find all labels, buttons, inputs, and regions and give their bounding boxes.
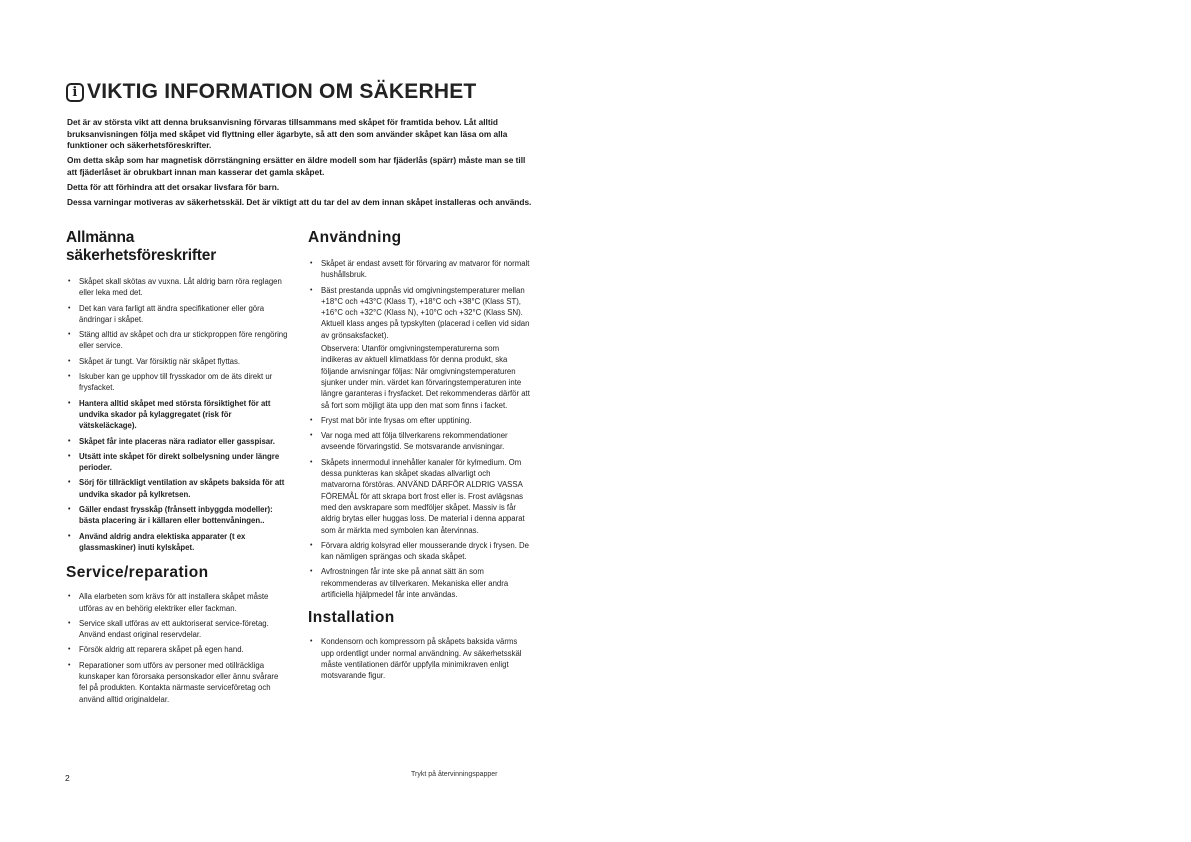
list-item: • Service skall utföras av ett auktoriserat service-företag. Använd endast original reservdelar.	[66, 618, 288, 641]
right-column	[308, 229, 530, 682]
intro-section	[67, 117, 537, 212]
info-icon: i	[66, 83, 84, 102]
page-title	[66, 80, 476, 104]
observation-note: Observera: Utanför omgivningstemperaturerna som indikeras av aktuell klimatklass för denna produkt, ska följande anvisningar följas: När omgivningstemperaturen sjunker under min. värdet kan förvaringstemperaturen inte längre garanteras i frysfacket. Det rekommenderas därför att så fort som möjligt äta upp den mat som finns i facket.	[321, 344, 530, 410]
list-item: • Det kan vara farligt att ändra specifikationer eller göra ändringar i skåpet.	[66, 303, 288, 326]
list-item-text: • Bäst prestanda uppnås vid omgivningstemperaturer mellan +18°C och +43°C (Klass T), +18°C och +38°C (Klass ST), +16°C och +32°C (Klass N), +10°C och +32°C (Klass SN). Aktuell klass anges på typskylten (placerad i cellen vid sidan av grönsaksfacket).	[321, 285, 530, 340]
general-safety-heading: Allmänna säkerhetsföreskrifter	[66, 229, 217, 264]
list-item: • Skåpet är endast avsett för förvaring av matvaror för normalt hushållsbruk.	[308, 258, 530, 281]
page-number: 2	[65, 773, 70, 783]
list-item	[308, 285, 530, 411]
list-item: • Förvara aldrig kolsyrad eller mousserande dryck i frysen. De kan nämligen sprängas och skada skåpet.	[308, 540, 530, 563]
list-item: • Reparationer som utförs av personer med otillräckliga kunskaper kan förorsaka personskador eller ännu svårare fel på produkten. Kontakta närmaste serviceföretag och använd alltid originaldelar.	[66, 660, 288, 705]
list-item: • Iskuber kan ge upphov till frysskador om de äts direkt ur frysfacket.	[66, 371, 288, 394]
list-item: • Använd aldrig andra elektiska apparater (t ex glassmaskiner) inuti kylskåpet.	[66, 531, 288, 554]
list-item: • Gäller endast frysskåp (frånsett inbyggda modeller): bästa placering är i källaren eller bottenvåningen..	[66, 504, 288, 527]
list-item: • Skåpet får inte placeras nära radiator eller gasspisar.	[66, 436, 288, 447]
intro-paragraph: Om detta skåp som har magnetisk dörrstängning ersätter en äldre modell som har fjäderlås (spärr) måste man se till att fjäderlåset är obrukbart innan man kasserar det gamla skåpet.	[67, 155, 526, 177]
intro-paragraph: Detta för att förhindra att det orsakar livsfara för barn.	[67, 181, 280, 192]
list-item: • Sörj för tillräckligt ventilation av skåpets baksida för att undvika skador på kylkretsen.	[66, 477, 288, 500]
intro-paragraph: Det är av största vikt att denna bruksanvisning förvaras tillsammans med skåpet för framtida behov. Låt alltid bruksanvisningen följa med skåpet vid flyttning eller ägarbyte, så att den som använder skåpet kan läsa om alla funktioner och säkerhetsföreskrifter.	[67, 117, 508, 151]
list-item: • Var noga med att följa tillverkarens rekommendationer avseende förvaringstid. Se motsvarande anvisningar.	[308, 430, 530, 453]
usage-list	[308, 258, 530, 600]
installation-heading: Installation	[308, 609, 395, 627]
list-item: • Stäng alltid av skåpet och dra ur stickproppen före rengöring eller service.	[66, 329, 288, 352]
page-title-text: VIKTIG INFORMATION OM SÄKERHET	[87, 80, 477, 103]
list-item: • Skåpet skall skötas av vuxna. Låt aldrig barn röra reglagen eller leka med det.	[66, 276, 288, 299]
list-item: • Skåpets innermodul innehåller kanaler för kylmedium. Om dessa punkteras kan skåpet skadas allvarligt och matvarorna förstöras. ANVÄND DÄRFÖR ALDRIG VASSA FÖREMÅL för att skrapa bort frost eller is. Frost avlägsnas med den avskrapare som medföljer skåpet. Massiv is får aldrig brytas eller huggas loss. De material i denna apparat som är märkta med symbolen kan återvinnas.	[308, 457, 530, 536]
installation-list	[308, 636, 530, 681]
footer-note: Trykt på återvinningspapper	[411, 771, 498, 778]
intro-paragraph: Dessa varningar motiveras av säkerhetsskäl. Det är viktigt att du tar del av dem innan skåpet installeras och används.	[67, 197, 532, 208]
service-list	[66, 591, 288, 705]
list-item: • Kondensorn och kompressorn på skåpets baksida värms upp ordentligt under normal användning. Av säkerhetsskäl måste ventilationen därför uppfylla minimikraven enligt motsvarande figur.	[308, 636, 530, 681]
list-item: • Fryst mat bör inte frysas om efter upptining.	[308, 415, 530, 426]
list-item: • Försök aldrig att reparera skåpet på egen hand.	[66, 644, 288, 655]
list-item: • Hantera alltid skåpet med största försiktighet för att undvika skador på kylaggregatet (risk för vätskeläckage).	[66, 398, 288, 432]
list-item: • Alla elarbeten som krävs för att installera skåpet måste utföras av en behörig elektriker eller fackman.	[66, 591, 288, 614]
list-item: • Skåpet är tungt. Var försiktig när skåpet flyttas.	[66, 356, 288, 367]
list-item: • Avfrostningen får inte ske på annat sätt än som rekommenderas av tillverkaren. Mekaniska eller andra artificiella hjälpmedel får inte användas.	[308, 566, 530, 600]
list-item: • Utsätt inte skåpet för direkt solbelysning under längre perioder.	[66, 451, 288, 474]
left-column	[66, 229, 288, 705]
usage-heading: Användning	[308, 229, 402, 246]
service-heading: Service/reparation	[66, 564, 209, 582]
general-safety-list	[66, 276, 288, 553]
